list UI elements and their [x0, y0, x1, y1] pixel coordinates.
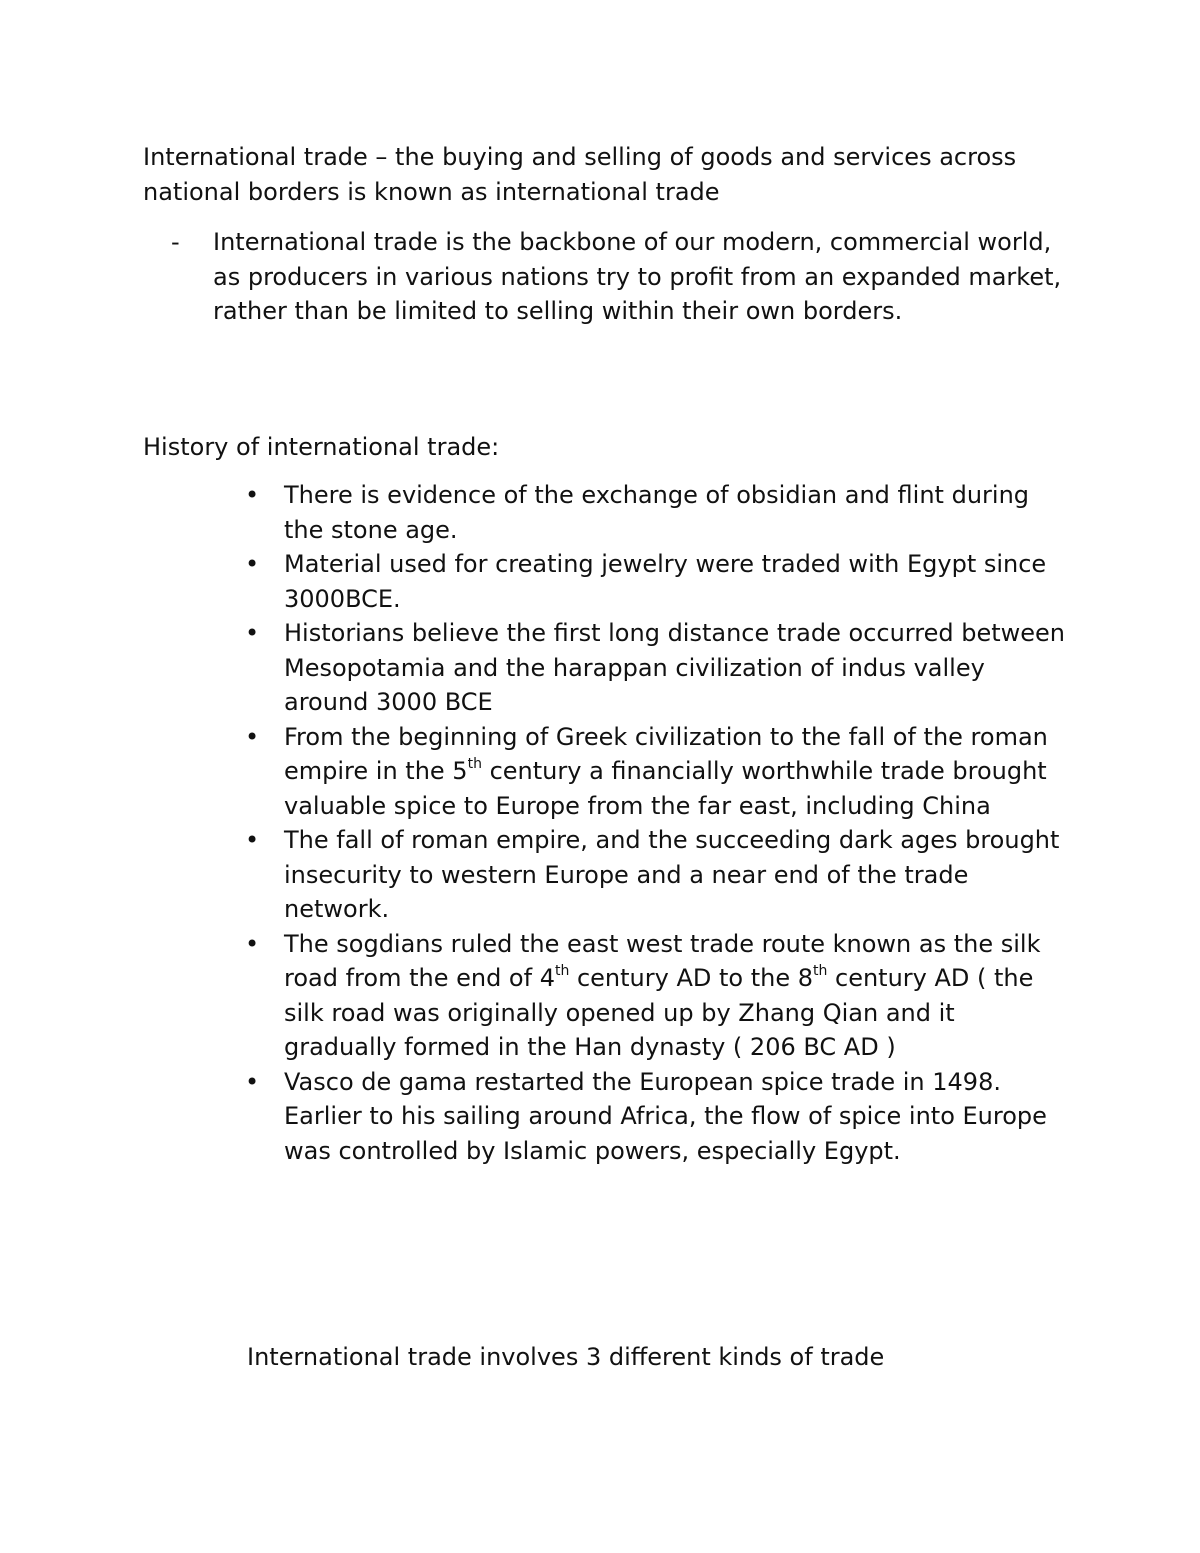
- history-bullet-item: [243, 547, 1073, 616]
- bullet-text: From the beginning of Greek civilization to the fall of the roman empire in the 5: [284, 722, 1048, 785]
- bullet-text: There is evidence of the exchange of obsidian and flint during the stone age.: [284, 481, 1030, 544]
- bullet-marker: •: [245, 826, 260, 854]
- bullet-text: century AD to the 8: [569, 964, 813, 992]
- bullet-marker: •: [245, 722, 260, 751]
- history-heading: History of international trade:: [143, 433, 500, 461]
- history-bullet-list: [243, 478, 1073, 1168]
- bullet-marker: •: [245, 929, 260, 958]
- superscript: th: [813, 963, 828, 979]
- superscript: th: [554, 963, 570, 979]
- dash-list-item: [143, 225, 1083, 329]
- intro-definition: International trade – the buying and selling of goods and services across national borders is known as international trade: [143, 143, 1017, 206]
- bullet-marker: •: [245, 550, 260, 578]
- dash-marker: -: [171, 228, 180, 256]
- bullet-text: The sogdians ruled the east west trade route known as the silk road from the end of 4: [284, 929, 1041, 992]
- bullet-text: Historians believe the first long distance trade occurred between Mesopotamia and the harappan civilization of indus valley around 3000 BCE: [284, 619, 1065, 716]
- closing-line: International trade involves 3 different kinds of trade: [247, 1343, 885, 1371]
- bullet-text: Material used for creating jewelry were traded with Egypt since 3000BCE.: [284, 550, 1047, 613]
- bullet-marker: •: [245, 1067, 260, 1096]
- bullet-marker: •: [245, 619, 260, 647]
- history-bullet-item: [243, 1065, 1073, 1169]
- history-bullet-item: [243, 927, 1073, 1065]
- dash-list: [143, 225, 1083, 329]
- bullet-marker: •: [245, 481, 260, 509]
- history-bullet-item: [243, 616, 1073, 720]
- history-bullet-item: [243, 478, 1073, 547]
- bullet-text: century AD ( the silk road was originally opened up by Zhang Qian and it gradually formed in the Han dynasty ( 206 BC AD ): [284, 964, 1034, 1061]
- dash-item-text: International trade is the backbone of our modern, commercial world, as producers in various nations try to profit from an expanded market, rather than be limited to selling within their own borders.: [213, 228, 1062, 325]
- superscript: th: [467, 756, 482, 772]
- bullet-text: century a financially worthwhile trade brought valuable spice to Europe from the far east, including China: [284, 757, 1047, 820]
- history-bullet-item: [243, 823, 1073, 927]
- bullet-text: Vasco de gama restarted the European spice trade in 1498. Earlier to his sailing around Africa, the flow of spice into Europe was controlled by Islamic powers, especially Egypt.: [284, 1067, 1047, 1165]
- bullet-text: The fall of roman empire, and the succeeding dark ages brought insecurity to western Europe and a near end of the trade network.: [284, 826, 1060, 923]
- history-bullet-item: [243, 720, 1073, 824]
